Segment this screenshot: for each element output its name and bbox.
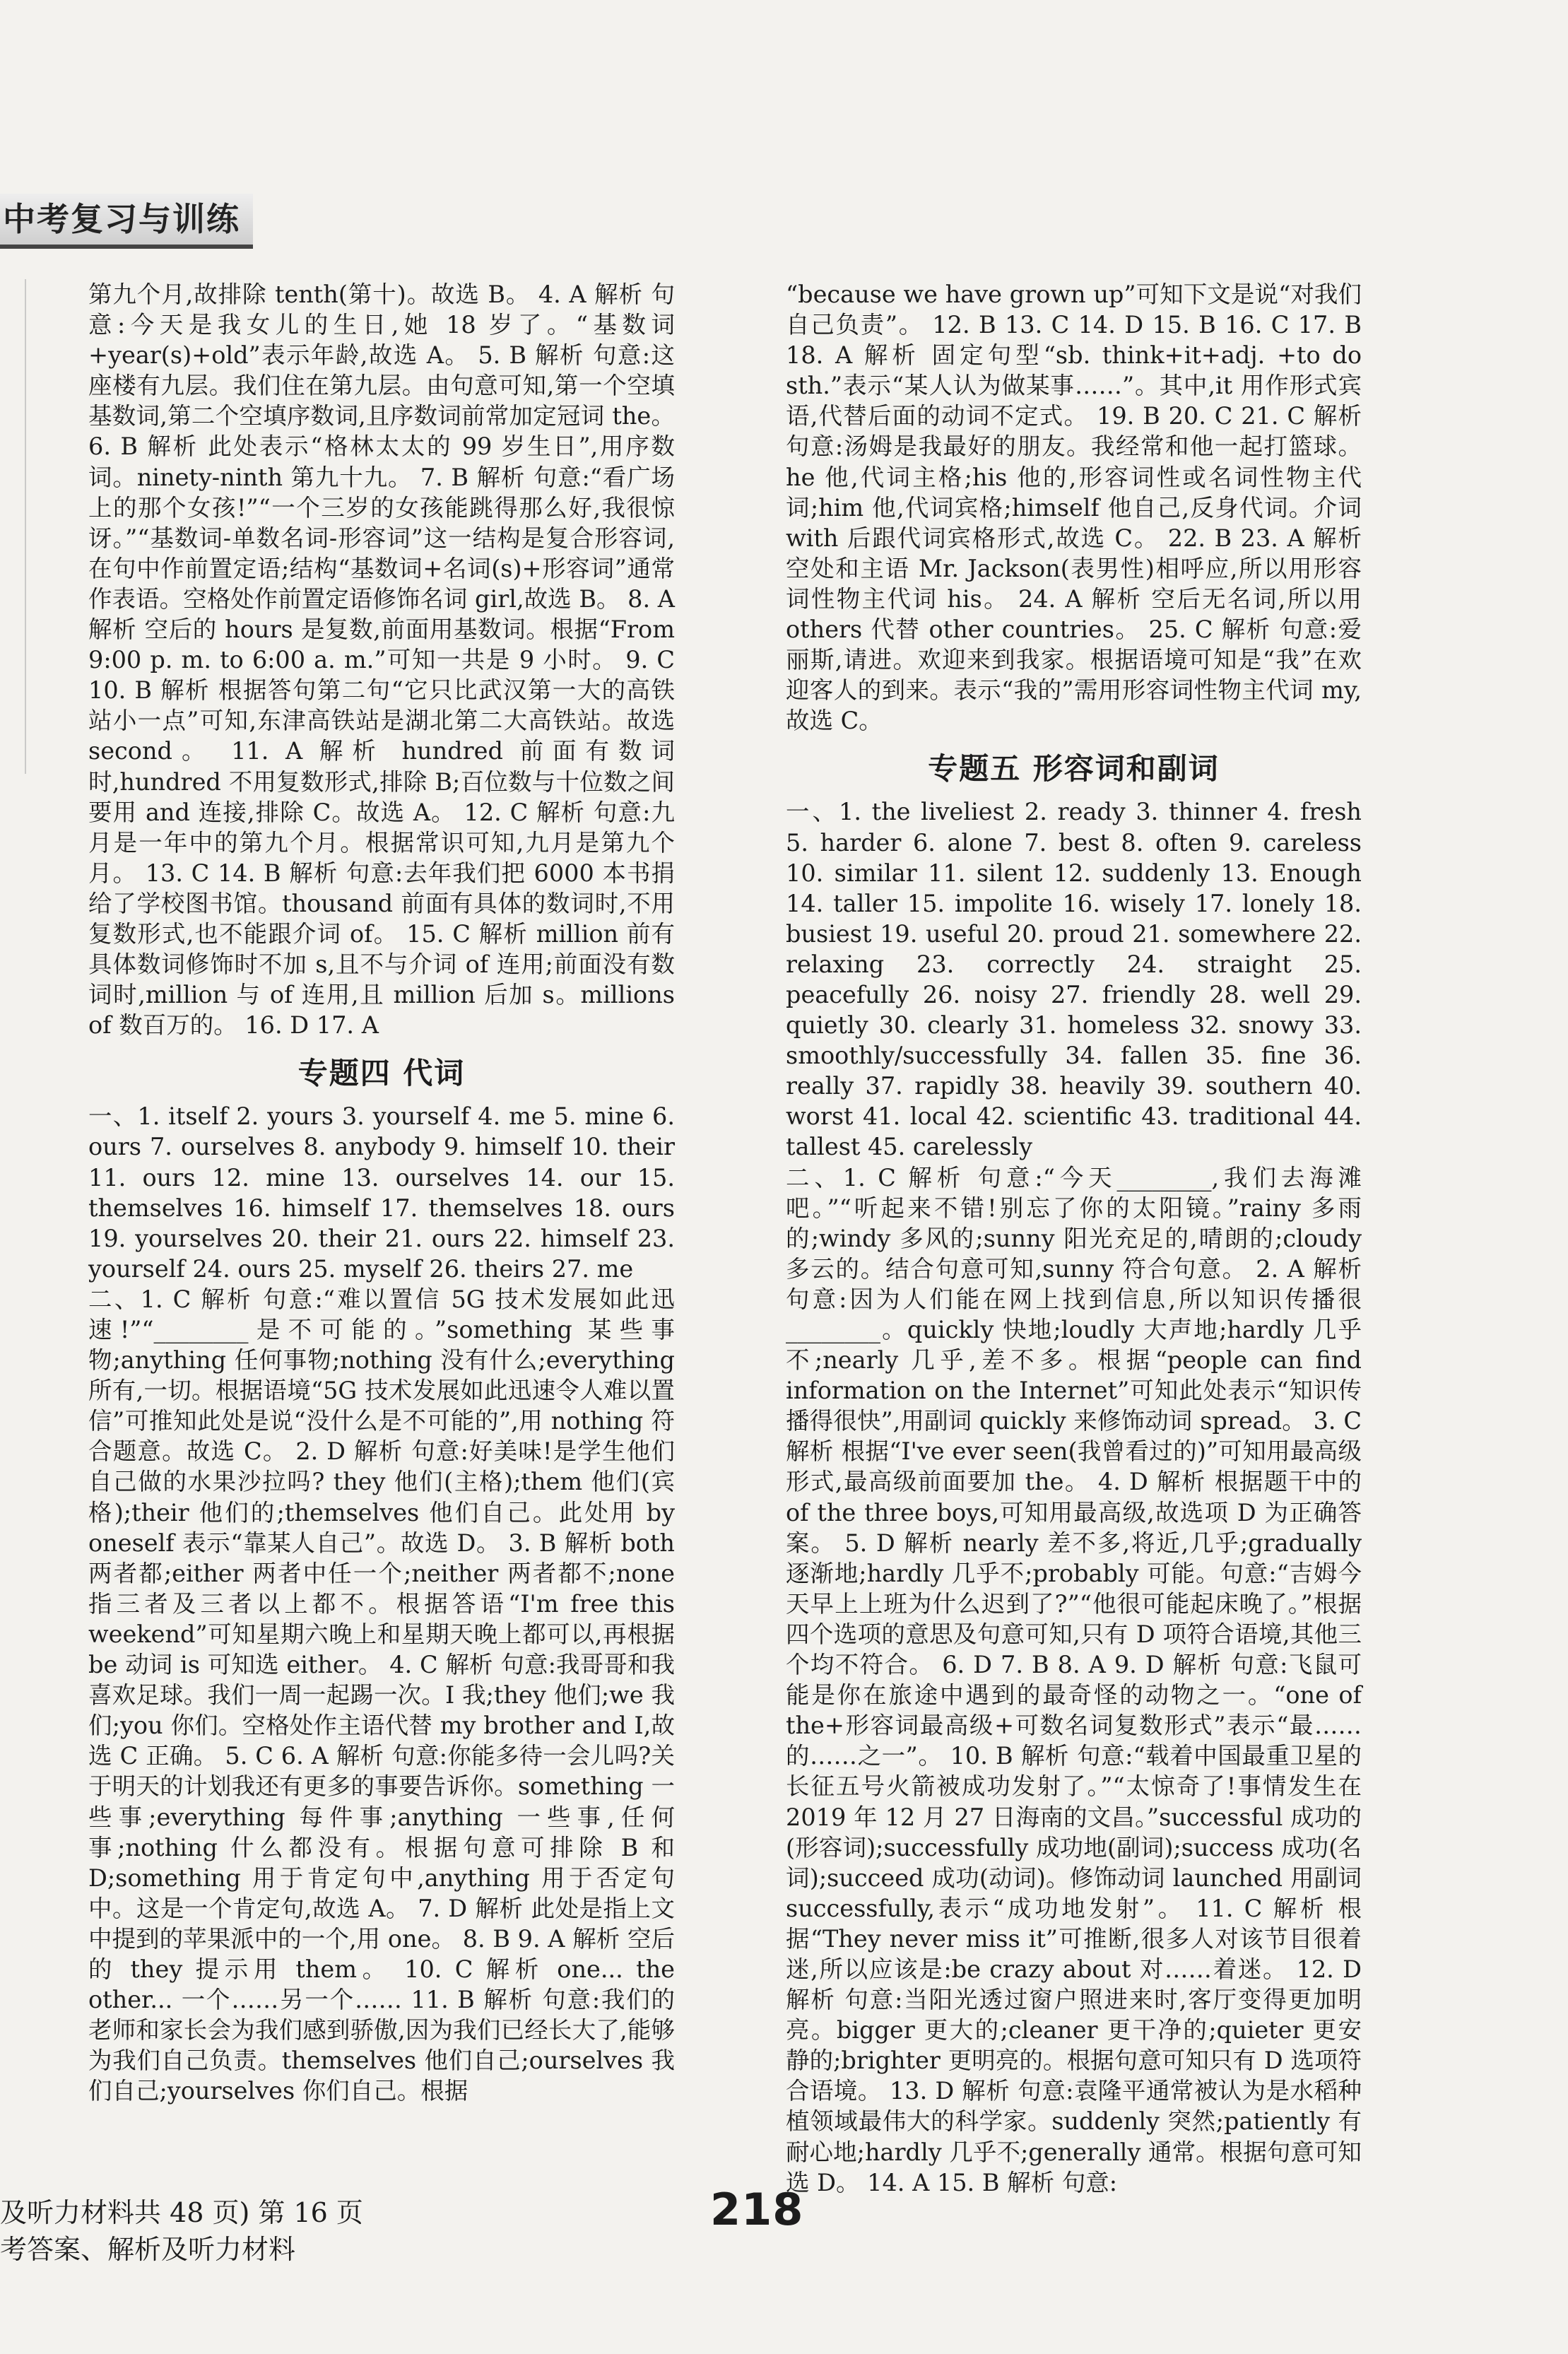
answer-paragraph: 第九个月,故排除 tenth(第十)。故选 B。 4. A 解析 句意:今天是我女儿的生日,她 18 岁了。“基数词+year(s)+old”表示年龄,故选 A。 5. B 解析 句意:这座楼有九层。我们住在第九层。由句意可知,第一个空填基数词,第二个空填序数词,且序数词前常加定冠词 the。 6. B 解析 此处表示“格林太太的 99 岁生日”,用序数词。ninety-ninth 第九十九。 7. B 解析 句意:“看广场上的那个女孩!”“一个三岁的女孩能跳得那么好,我很惊讶。”“基数词-单数名词-形容词”这一结构是复合形容词,在句中作前置定语;结构“基数词+名词(s)+形容词”通常作表语。空格处作前置定语修饰名词 girl,故选 B。 8. A 解析 空后的 hours 是复数,前面用基数词。根据“From 9:00 p. m. to 6:00 a. m.”可知一共是 9 小时。 9. C 10. B 解析 根据答句第二句“它只比武汉第一大的高铁站小一点”可知,东津高铁站是湖北第二大高铁站。故选 second。 11. A 解析 hundred 前面有数词时,hundred 不用复数形式,排除 B;百位数与十位数之间要用 and 连接,排除 C。故选 A。 12. C 解析 句意:九月是一年中的第九个月。根据常识可知,九月是第九个月。 13. C 14. B 解析 句意:去年我们把 6000 本书捐给了学校图书馆。thousand 前面有具体的数词时,不用复数形式,也不能跟介词 of。 15. C 解析 million 前有具体数词修饰时不加 s,且不与介词 of 连用;前面没有数词时,million 与 of 连用,且 million 后加 s。millions of 数百万的。 16. D 17. A	[88, 281, 675, 1040]
topic5-part1: 一、1. the liveliest 2. ready 3. thinner 4. fresh 5. harder 6. alone 7. best 8. often 9. careless 10. similar 11. silent 12. suddenly 13. Enough 14. taller 15. impolite 16. wisely 17. lonely 18. busiest 19. useful 20. proud 21. somewhere 22. relaxing 23. correctly 24. straight 25. peacefully 26. noisy 27. friendly 28. well 29. quietly 30. clearly 31. homeless 32. snowy 33. smoothly/successfully 34. fallen 35. fine 36. really 37. rapidly 38. heavily 39. southern 40. worst 41. local 42. scientific 43. traditional 44. tallest 45. carelessly	[786, 798, 1362, 1161]
page-number: 218	[710, 2184, 804, 2235]
answer-paragraph-continued: “because we have grown up”可知下文是说“对我们自己负责”。 12. B 13. C 14. D 15. B 16. C 17. B 18. A 解析 固定句型“sb. think+it+adj. +to do sth.”表示“某人认为做某事……”。其中,it 用作形式宾语,代替后面的动词不定式。 19. B 20. C 21. C 解析 句意:汤姆是我最好的朋友。我经常和他一起打篮球。he 他,代词主格;his 他的,形容词性或名词性物主代词;him 他,代词宾格;himself 他自己,反身代词。介词 with 后跟代词宾格形式,故选 C。 22. B 23. A 解析 空处和主语 Mr. Jackson(表男性)相呼应,所以用形容词性物主代词 his。 24. A 解析 空后无名词,所以用 others 代替 other countries。 25. C 解析 句意:爱丽斯,请进。欢迎来到我家。根据语境可知是“我”在欢迎客人的到来。表示“我的”需用形容词性物主代词 my,故选 C。	[786, 281, 1362, 735]
topic-heading-pronouns: 专题四 代词	[297, 1056, 466, 1091]
footer	[0, 2194, 363, 2268]
margin-rule	[25, 279, 26, 774]
topic5-part2: 二、1. C 解析 句意:“今天________,我们去海滩吧。”“听起来不错!别忘了你的太阳镜。”rainy 多雨的;windy 多风的;sunny 阳光充足的,晴朗的;cloudy 多云的。结合句意可知,sunny 符合句意。 2. A 解析 句意:因为人们能在网上找到信息,所以知识传播很________。quickly 快地;loudly 大声地;hardly 几乎不;nearly 几乎,差不多。根据“people can find information on the Internet”可知此处表示“知识传播得很快”,用副词 quickly 来修饰动词 spread。 3. C 解析 根据“I've ever seen(我曾看过的)”可知用最高级形式,最高级前面要加 the。 4. D 解析 根据题干中的 of the three boys,可知用最高级,故选项 D 为正确答案。 5. D 解析 nearly 差不多,将近,几乎;gradually 逐渐地;hardly 几乎不;probably 可能。句意:“吉姆今天早上上班为什么迟到了?”“他很可能起床晚了。”根据四个选项的意思及句意可知,只有 D 项符合语境,其他三个均不符合。 6. D 7. B 8. A 9. D 解析 句意:飞鼠可能是你在旅途中遇到的最奇怪的动物之一。“one of the+形容词最高级+可数名词复数形式”表示“最……的……之一”。 10. B 解析 句意:“载着中国最重卫星的长征五号火箭被成功发射了。”“太惊奇了!事情发生在 2019 年 12 月 27 日海南的文昌。”successful 成功的(形容词);successfully 成功地(副词);success 成功(名词);succeed 成功(动词)。修饰动词 launched 用副词 successfully,表示“成功地发射”。 11. C 解析 根据“They never miss it”可推断,很多人对该节目很着迷,所以应该是:be crazy about 对……着迷。 12. D 解析 句意:当阳光透过窗户照进来时,客厅变得更加明亮。bigger 更大的;cleaner 更干净的;quieter 更安静的;brighter 更明亮的。根据句意可知只有 D 选项符合语境。 13. D 解析 句意:袁隆平通常被认为是水稻种植领域最伟大的科学家。suddenly 突然;patiently 有耐心地;hardly 几乎不;generally 通常。根据句意可知选 D。 14. A 15. B 解析 句意:	[786, 1163, 1362, 2196]
footer-line-1: 及听力材料共 48 页) 第 16 页	[0, 2197, 363, 2228]
footer-line-2: 考答案、解析及听力材料	[0, 2234, 296, 2265]
topic4-part2: 二、1. C 解析 句意:“难以置信 5G 技术发展如此迅速!”“________是不可能的。”something 某些事物;anything 任何事物;nothing 没有什么;everything 所有,一切。根据语境“5G 技术发展如此迅速令人难以置信”可推知此处是说“没什么是不可能的”,用 nothing 符合题意。故选 C。 2. D 解析 句意:好美味!是学生他们自己做的水果沙拉吗? they 他们(主格);them 他们(宾格);their 他们的;themselves 他们自己。此处用 by oneself 表示“靠某人自己”。故选 D。 3. B 解析 both 两者都;either 两者中任一个;neither 两者都不;none 指三者及三者以上都不。根据答语“I'm free this weekend”可知星期六晚上和星期天晚上都可以,再根据 be 动词 is 可知选 either。 4. C 解析 句意:我哥哥和我喜欢足球。我们一周一起踢一次。I 我;they 他们;we 我们;you 你们。空格处作主语代替 my brother and I,故选 C 正确。 5. C 6. A 解析 句意:你能多待一会儿吗?关于明天的计划我还有更多的事要告诉你。something 一些事;everything 每件事;anything 一些事,任何事;nothing 什么都没有。根据句意可排除 B 和 D;something 用于肯定句中,anything 用于否定句中。这是一个肯定句,故选 A。 7. D 解析 此处是指上文中提到的苹果派中的一个,用 one。 8. B 9. A 解析 空后的 they 提示用 them。 10. C 解析 one... the other... 一个……另一个…… 11. B 解析 句意:我们的老师和家长会为我们感到骄傲,因为我们已经长大了,能够为我们自己负责。themselves 他们自己;ourselves 我们自己;yourselves 你们自己。根据	[88, 1285, 675, 2105]
right-column	[786, 279, 1362, 2198]
topic-heading-adjectives-adverbs: 专题五 形容词和副词	[928, 751, 1220, 787]
topic4-part1: 一、1. itself 2. yours 3. yourself 4. me 5. mine 6. ours 7. ourselves 8. anybody 9. himself 10. their 11. ours 12. mine 13. ourselves 14. our 15. themselves 16. himself 17. themselves 18. ours 19. yourselves 20. their 21. ours 22. himself 23. yourself 24. ours 25. myself 26. theirs 27. me	[88, 1102, 675, 1283]
left-column	[88, 279, 675, 2106]
book-title: 中考复习与训练	[0, 194, 253, 249]
header	[0, 199, 253, 249]
